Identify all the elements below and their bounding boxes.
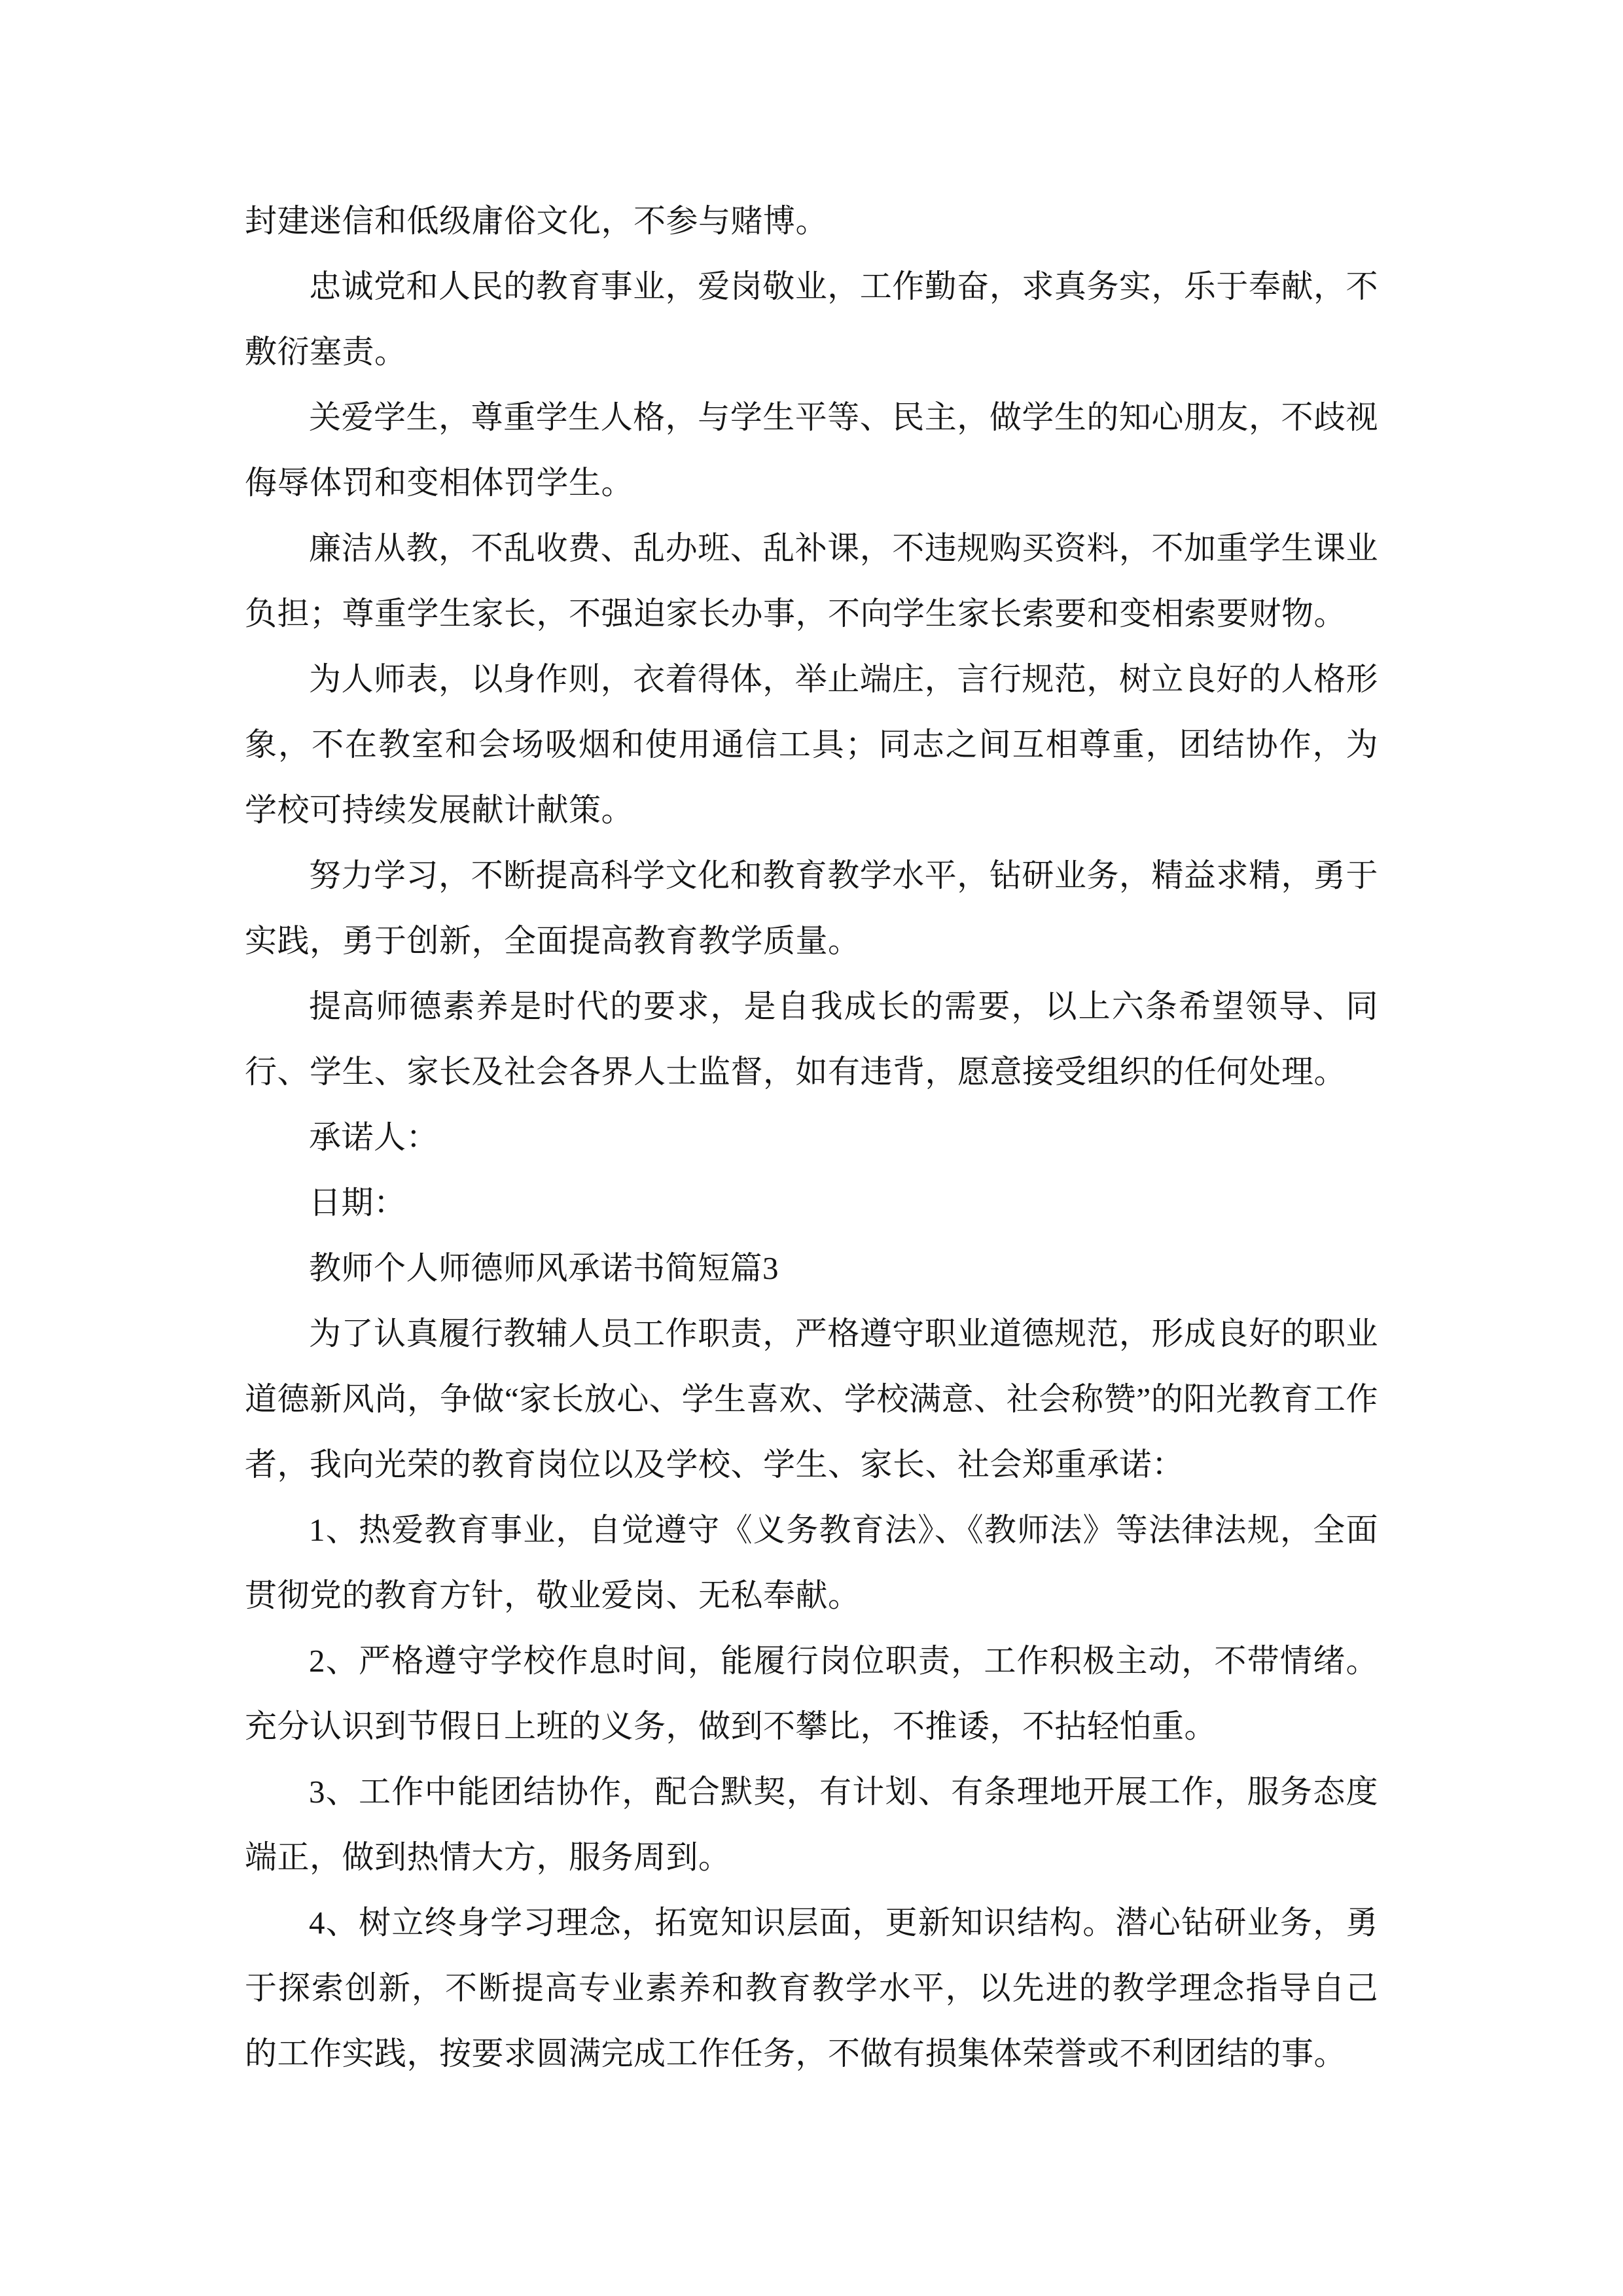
paragraph: 努力学习，不断提高科学文化和教育教学水平，钻研业务，精益求精，勇于实践，勇于创新，全面提高教育教学质量。 bbox=[245, 857, 1378, 959]
paragraph-date-line: 日期： bbox=[309, 1185, 406, 1221]
paragraph: 关爱学生，尊重学生人格，与学生平等、民主，做学生的知心朋友，不歧视侮辱体罚和变相体罚学生。 bbox=[245, 399, 1378, 501]
document-body bbox=[245, 188, 1378, 2087]
paragraph-list-item-4: 4、树立终身学习理念，拓宽知识层面，更新知识结构。潜心钻研业务，勇于探索创新，不断提高专业素养和教育教学水平，以先进的教学理念指导自己的工作实践，按要求圆满完成工作任务，不做有损集体荣誉或不利团结的事。 bbox=[245, 1905, 1378, 2072]
paragraph-list-item-3: 3、工作中能团结协作，配合默契，有计划、有条理地开展工作，服务态度端正，做到热情大方，服务周到。 bbox=[245, 1774, 1378, 1875]
paragraph-section-title: 教师个人师德师风承诺书简短篇3 bbox=[309, 1250, 779, 1286]
paragraph-list-item-2: 2、严格遵守学校作息时间，能履行岗位职责，工作积极主动，不带情绪。充分认识到节假日上班的义务，做到不攀比，不推诿，不拈轻怕重。 bbox=[245, 1643, 1378, 1744]
paragraph: 为人师表，以身作则，衣着得体，举止端庄，言行规范，树立良好的人格形象，不在教室和会场吸烟和使用通信工具；同志之间互相尊重，团结协作，为学校可持续发展献计献策。 bbox=[245, 661, 1378, 828]
paragraph-list-item-1: 1、热爱教育事业，自觉遵守《义务教育法》、《教师法》等法律法规，全面贯彻党的教育方针，敬业爱岗、无私奉献。 bbox=[245, 1512, 1378, 1613]
paragraph: 忠诚党和人民的教育事业，爱岗敬业，工作勤奋，求真务实，乐于奉献，不敷衍塞责。 bbox=[245, 268, 1378, 370]
paragraph: 为了认真履行教辅人员工作职责，严格遵守职业道德规范，形成良好的职业道德新风尚，争做“家长放心、学生喜欢、学校满意、社会称赞”的阳光教育工作者，我向光荣的教育岗位以及学校、学生、家长、社会郑重承诺： bbox=[245, 1316, 1378, 1482]
paragraph: 廉洁从教，不乱收费、乱办班、乱补课，不违规购买资料，不加重学生课业负担；尊重学生家长，不强迫家长办事，不向学生家长索要和变相索要财物。 bbox=[245, 530, 1378, 632]
paragraph-signature-line: 承诺人： bbox=[309, 1119, 439, 1155]
paragraph-continuation: 封建迷信和低级庸俗文化，不参与赌博。 bbox=[245, 203, 829, 239]
paragraph: 提高师德素养是时代的要求，是自我成长的需要，以上六条希望领导、同行、学生、家长及社会各界人士监督，如有违背，愿意接受组织的任何处理。 bbox=[245, 988, 1378, 1090]
